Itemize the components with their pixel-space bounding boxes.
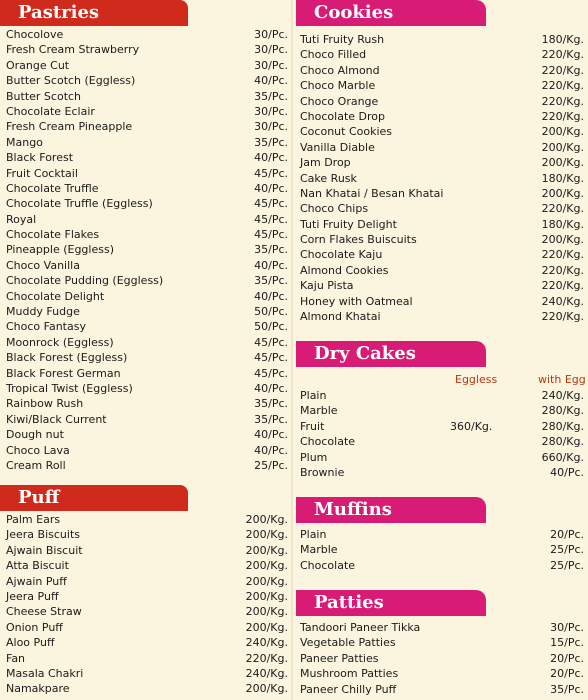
- menu-item-row: [6, 27, 288, 42]
- item-price: 200/Kg.: [245, 574, 288, 588]
- column-divider: [291, 0, 293, 700]
- with-egg-price: 240/Kg.: [541, 389, 584, 402]
- menu-item-row: [300, 309, 584, 324]
- muffins-title: Muffins: [314, 499, 392, 520]
- item-price: 35/Pc.: [254, 135, 288, 149]
- item-name: Muddy Fudge: [6, 305, 80, 319]
- item-name: Palm Ears: [6, 513, 61, 526]
- item-price: 30/Pc.: [254, 28, 288, 41]
- item-price: 200/Kg.: [541, 186, 584, 200]
- item-name: Fruit Cocktail: [6, 166, 78, 180]
- with-egg-price: 280/Kg.: [541, 419, 584, 433]
- menu-item-row: [6, 335, 288, 350]
- item-price: 20/Pc.: [550, 667, 584, 681]
- item-price: 35/Pc.: [254, 274, 288, 288]
- menu-item-row: [6, 458, 288, 473]
- item-price: 240/Kg.: [245, 666, 288, 680]
- menu-item-row: [6, 196, 288, 211]
- item-price: 30/Pc.: [550, 621, 584, 634]
- menu-item-row: [6, 135, 288, 150]
- menu-item-row: [300, 78, 584, 93]
- menu-item-row: [6, 227, 288, 242]
- item-price: 180/Kg.: [541, 217, 584, 231]
- item-name: Black Forest (Eggless): [6, 351, 128, 365]
- menu-item-row: [300, 171, 584, 186]
- item-name: Kaju Pista: [300, 279, 354, 293]
- item-name: Chocolate Pudding (Eggless): [6, 274, 164, 288]
- eggless-price: 360/Kg.: [450, 419, 493, 433]
- dry-cakes-list: [300, 388, 584, 480]
- item-name: Brownie: [300, 465, 345, 479]
- item-name: Choco Filled: [300, 48, 367, 62]
- menu-item-row: [6, 350, 288, 365]
- item-price: 220/Kg.: [541, 248, 584, 262]
- item-name: Jam Drop: [300, 156, 351, 170]
- cookies-list: [300, 32, 584, 324]
- item-price: 240/Kg.: [541, 294, 584, 308]
- menu-item-row: [6, 319, 288, 334]
- menu-item-row: [6, 42, 288, 57]
- item-price: 45/Pc.: [254, 166, 288, 180]
- menu-item-row: [6, 427, 288, 442]
- menu-item-row: [6, 242, 288, 257]
- dry-cakes-header: [296, 341, 486, 367]
- patties-list: [300, 620, 584, 697]
- item-name: Rainbow Rush: [6, 397, 84, 411]
- puff-header: [0, 485, 188, 511]
- item-name: Coconut Cookies: [300, 125, 393, 139]
- menu-item-row: [6, 89, 288, 104]
- item-price: 15/Pc.: [550, 636, 584, 650]
- item-price: 220/Kg.: [541, 263, 584, 277]
- item-price: 30/Pc.: [254, 43, 288, 57]
- item-price: 25/Pc.: [254, 458, 288, 472]
- item-name: Fresh Cream Strawberry: [6, 43, 140, 57]
- item-name: Aloo Puff: [6, 636, 55, 650]
- item-price: 220/Kg.: [541, 279, 584, 293]
- menu-item-row: [6, 412, 288, 427]
- item-price: 200/Kg.: [541, 140, 584, 154]
- item-name: Plum: [300, 450, 328, 464]
- menu-item-row: [300, 247, 584, 262]
- item-name: Chocolate: [300, 558, 356, 572]
- menu-item-row: [300, 140, 584, 155]
- item-price: 240/Kg.: [245, 636, 288, 650]
- item-price: 200/Kg.: [541, 156, 584, 170]
- item-price: 45/Pc.: [254, 197, 288, 211]
- menu-item-row: [300, 294, 584, 309]
- menu-item-row: [6, 512, 288, 527]
- patties-title: Patties: [314, 592, 384, 613]
- item-name: Plain: [300, 528, 327, 541]
- item-price: 45/Pc.: [254, 366, 288, 380]
- item-price: 35/Pc.: [550, 682, 584, 696]
- menu-item-row: [300, 635, 584, 650]
- item-price: 200/Kg.: [541, 233, 584, 247]
- item-name: Almond Cookies: [300, 263, 389, 277]
- item-name: Chocolate Truffle (Eggless): [6, 197, 153, 211]
- item-name: Chocolate Truffle: [6, 181, 99, 195]
- item-price: 200/Kg.: [541, 125, 584, 139]
- item-price: 180/Kg.: [541, 33, 584, 46]
- menu-item-row: [300, 186, 584, 201]
- menu-item-row: [6, 212, 288, 227]
- item-price: 40/Pc.: [254, 443, 288, 457]
- item-price: 40/Pc.: [254, 181, 288, 195]
- item-name: Paneer Patties: [300, 651, 379, 665]
- item-name: Almond Khatai: [300, 310, 381, 324]
- item-price: 220/Kg.: [541, 48, 584, 62]
- item-name: Jeera Biscuits: [6, 528, 80, 542]
- menu-item-row: [300, 434, 584, 449]
- menu-item-row: [300, 124, 584, 139]
- menu-item-row: [6, 443, 288, 458]
- item-name: Chocolate Eclair: [6, 104, 95, 118]
- menu-item-row: [300, 63, 584, 78]
- item-price: 35/Pc.: [254, 89, 288, 103]
- item-name: Choco Almond: [300, 63, 380, 77]
- item-name: Tuti Fruity Delight: [300, 217, 397, 231]
- item-price: 40/Pc.: [254, 428, 288, 442]
- with-egg-price: 40/Pc.: [550, 465, 584, 479]
- pastries-title: Pastries: [18, 2, 100, 23]
- menu-item-row: [300, 666, 584, 681]
- item-price: 30/Pc.: [254, 58, 288, 72]
- item-name: Chocolate Kaju: [300, 248, 383, 262]
- menu-item-row: [6, 289, 288, 304]
- item-price: 200/Kg.: [245, 528, 288, 542]
- menu-item-row: [6, 589, 288, 604]
- item-name: Choco Orange: [300, 94, 379, 108]
- item-price: 35/Pc.: [254, 397, 288, 411]
- menu-item-row: [6, 651, 288, 666]
- item-name: Tuti Fruity Rush: [300, 33, 385, 46]
- with-egg-column-label: with Egg: [538, 373, 586, 386]
- item-price: 50/Pc.: [254, 305, 288, 319]
- menu-item-row: [300, 465, 584, 480]
- item-name: Butter Scotch (Eggless): [6, 74, 136, 88]
- item-price: 40/Pc.: [254, 258, 288, 272]
- item-price: 220/Kg.: [245, 651, 288, 665]
- item-name: Royal: [6, 212, 37, 226]
- menu-item-row: [6, 104, 288, 119]
- item-price: 25/Pc.: [550, 543, 584, 557]
- item-name: Marble: [300, 543, 338, 557]
- item-name: Ajwain Puff: [6, 574, 67, 588]
- menu-item-row: [6, 273, 288, 288]
- item-name: Cheese Straw: [6, 605, 82, 619]
- dry-cakes-title: Dry Cakes: [314, 343, 416, 364]
- pastries-list: [6, 27, 288, 473]
- item-name: Nan Khatai / Besan Khatai: [300, 186, 444, 200]
- puff-list: [6, 512, 288, 697]
- item-price: 45/Pc.: [254, 228, 288, 242]
- item-name: Cream Roll: [6, 458, 66, 472]
- menu-item-row: [300, 32, 584, 47]
- menu-item-row: [6, 543, 288, 558]
- item-price: 200/Kg.: [245, 682, 288, 696]
- menu-item-row: [300, 388, 584, 403]
- item-price: 200/Kg.: [245, 605, 288, 619]
- menu-item-row: [6, 666, 288, 681]
- item-price: 220/Kg.: [541, 63, 584, 77]
- item-name: Mushroom Patties: [300, 667, 399, 681]
- item-name: Fresh Cream Pineapple: [6, 120, 133, 134]
- item-price: 25/Pc.: [550, 558, 584, 572]
- item-name: Chocolove: [6, 28, 64, 41]
- item-name: Choco Lava: [6, 443, 70, 457]
- menu-item-row: [6, 604, 288, 619]
- item-name: Dough nut: [6, 428, 64, 442]
- puff-title: Puff: [18, 487, 60, 508]
- item-name: Paneer Chilly Puff: [300, 682, 397, 696]
- menu-item-row: [300, 47, 584, 62]
- item-name: Atta Biscuit: [6, 559, 69, 573]
- item-price: 220/Kg.: [541, 79, 584, 93]
- item-price: 200/Kg.: [245, 543, 288, 557]
- item-name: Moonrock (Eggless): [6, 335, 114, 349]
- muffins-header: [296, 497, 486, 523]
- item-name: Black Forest: [6, 151, 74, 165]
- with-egg-price: 660/Kg.: [541, 450, 584, 464]
- muffins-list: [300, 527, 584, 573]
- menu-item-row: [300, 682, 584, 697]
- item-name: Butter Scotch: [6, 89, 82, 103]
- item-price: 200/Kg.: [245, 513, 288, 526]
- menu-item-row: [300, 263, 584, 278]
- item-name: Black Forest German: [6, 366, 121, 380]
- item-name: Choco Marble: [300, 79, 376, 93]
- item-name: Fruit: [300, 419, 325, 433]
- item-price: 50/Pc.: [254, 320, 288, 334]
- menu-item-row: [6, 681, 288, 696]
- item-name: Pineapple (Eggless): [6, 243, 114, 257]
- menu-item-row: [300, 450, 584, 465]
- menu-item-row: [6, 381, 288, 396]
- item-name: Onion Puff: [6, 620, 63, 634]
- item-name: Marble: [300, 404, 338, 418]
- menu-item-row: [6, 304, 288, 319]
- item-price: 220/Kg.: [541, 94, 584, 108]
- item-name: Mango: [6, 135, 43, 149]
- item-name: Cake Rusk: [300, 171, 357, 185]
- item-name: Chocolate: [300, 435, 356, 449]
- item-price: 45/Pc.: [254, 335, 288, 349]
- menu-item-row: [6, 119, 288, 134]
- item-price: 220/Kg.: [541, 310, 584, 324]
- item-name: Choco Vanilla: [6, 258, 80, 272]
- menu-item-row: [300, 651, 584, 666]
- menu-item-row: [300, 278, 584, 293]
- item-name: Chocolate Flakes: [6, 228, 100, 242]
- item-price: 45/Pc.: [254, 212, 288, 226]
- item-name: Choco Chips: [300, 202, 369, 216]
- item-price: 220/Kg.: [541, 109, 584, 123]
- item-name: Tropical Twist (Eggless): [6, 381, 133, 395]
- item-price: 40/Pc.: [254, 74, 288, 88]
- item-price: 180/Kg.: [541, 171, 584, 185]
- menu-item-row: [300, 620, 584, 635]
- item-name: Orange Cut: [6, 58, 70, 72]
- menu-item-row: [6, 558, 288, 573]
- menu-item-row: [6, 396, 288, 411]
- menu-item-row: [6, 620, 288, 635]
- item-name: Namakpare: [6, 682, 70, 696]
- item-price: 40/Pc.: [254, 151, 288, 165]
- with-egg-price: 280/Kg.: [541, 404, 584, 418]
- menu-item-row: [300, 419, 584, 434]
- menu-item-row: [300, 558, 584, 573]
- menu-item-row: [300, 201, 584, 216]
- menu-item-row: [300, 109, 584, 124]
- pastries-header: [0, 0, 188, 26]
- item-price: 200/Kg.: [245, 620, 288, 634]
- menu-item-row: [6, 574, 288, 589]
- item-name: Masala Chakri: [6, 666, 84, 680]
- menu-item-row: [300, 542, 584, 557]
- item-name: Kiwi/Black Current: [6, 412, 107, 426]
- item-price: 35/Pc.: [254, 243, 288, 257]
- menu-item-row: [6, 181, 288, 196]
- menu-item-row: [6, 150, 288, 165]
- menu-item-row: [6, 635, 288, 650]
- item-price: 200/Kg.: [245, 589, 288, 603]
- item-name: Fan: [6, 651, 26, 665]
- item-name: Ajwain Biscuit: [6, 543, 83, 557]
- item-name: Vanilla Diable: [300, 140, 375, 154]
- menu-item-row: [300, 155, 584, 170]
- menu-item-row: [300, 232, 584, 247]
- item-price: 30/Pc.: [254, 120, 288, 134]
- cookies-title: Cookies: [314, 2, 394, 23]
- item-name: Vegetable Patties: [300, 636, 396, 650]
- item-name: Chocolate Drop: [300, 109, 385, 123]
- menu-item-row: [300, 527, 584, 542]
- menu-item-row: [6, 58, 288, 73]
- menu-item-row: [6, 166, 288, 181]
- patties-header: [296, 590, 486, 616]
- menu-item-row: [6, 73, 288, 88]
- item-name: Corn Flakes Buiscuits: [300, 233, 417, 247]
- item-name: Choco Fantasy: [6, 320, 86, 334]
- menu-item-row: [300, 217, 584, 232]
- item-price: 220/Kg.: [541, 202, 584, 216]
- menu-item-row: [6, 366, 288, 381]
- cookies-header: [296, 0, 486, 26]
- item-price: 20/Pc.: [550, 528, 584, 541]
- item-price: 40/Pc.: [254, 381, 288, 395]
- item-name: Chocolate Delight: [6, 289, 105, 303]
- menu-item-row: [300, 403, 584, 418]
- item-name: Plain: [300, 389, 327, 402]
- item-price: 45/Pc.: [254, 351, 288, 365]
- menu-item-row: [6, 258, 288, 273]
- item-price: 30/Pc.: [254, 104, 288, 118]
- with-egg-price: 280/Kg.: [541, 435, 584, 449]
- menu-item-row: [300, 94, 584, 109]
- item-name: Tandoori Paneer Tikka: [300, 621, 421, 634]
- item-price: 35/Pc.: [254, 412, 288, 426]
- menu-item-row: [6, 527, 288, 542]
- item-price: 40/Pc.: [254, 289, 288, 303]
- eggless-column-label: Eggless: [455, 373, 498, 386]
- item-name: Honey with Oatmeal: [300, 294, 413, 308]
- item-price: 20/Pc.: [550, 651, 584, 665]
- item-name: Jeera Puff: [6, 589, 59, 603]
- item-price: 200/Kg.: [245, 559, 288, 573]
